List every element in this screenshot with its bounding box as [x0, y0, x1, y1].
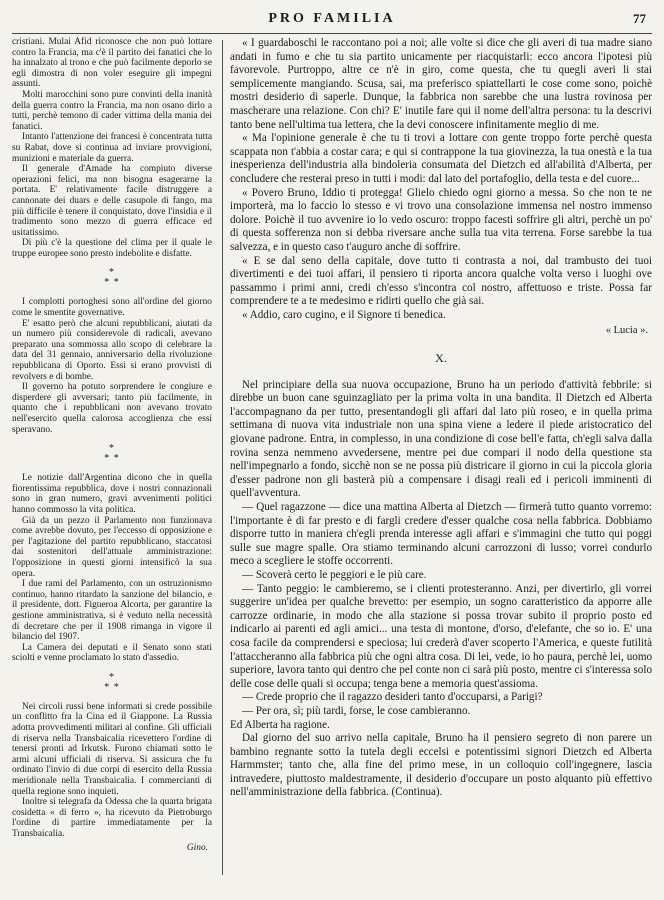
page-number: 77 — [633, 11, 646, 26]
paragraph: — Per ora, sì; più tardi, forse, le cose cambieranno. — [242, 704, 471, 717]
paragraph: Intanto l'attenzione dei francesi è concentrata tutta su Rabat, dove si continua ad inviare provvigioni, munizioni e materiale da guerra. — [12, 132, 212, 164]
paragraph: cristiani. Mulai Afid riconosce che non può lottare contro la Francia, ma c'è il partito dei fanatici che lo ha innalzato al trono e che può facilmente deporlo se egli dimostra di non voler eseguire gli impegni assunti. — [12, 37, 212, 90]
chapter-heading: X. — [435, 351, 447, 366]
letter-signature: « Lucia ». — [605, 325, 648, 337]
section-divider-asterism: * * * — [104, 671, 120, 693]
chapter-body — [230, 379, 652, 800]
paragraph: Ed Alberta ha ragione. — [230, 718, 330, 731]
paragraph: — Crede proprio che il ragazzo desideri tanto d'occuparsi, a Parigi? — [242, 691, 543, 704]
paragraph: Inoltre si telegrafa da Odessa che la quarta brigata cosidetta « di ferro », ha ricevuto da Pietroburgo l'ordine di partire immediatamente per la Transbaicalia. — [12, 797, 212, 839]
news-section-portugal — [12, 297, 212, 435]
paragraph: Dal giorno del suo arrivo nella capitale, Bruno ha il pensiero segreto di non parere un bambino regnante sotto la tutela degli eccelsi e potentissimi signori Dietzch ed Alberta Harmmster; tanto che, alla fine del primo mese, in un colloquio coll'ingegnere, lascia intravedere, piuttosto maldestramente, il desiderio d'occupare un posto alquanto più effettivo nell'amministrazione della fabbrica. (Continua). — [230, 732, 652, 799]
paragraph: Le notizie dall'Argentina dicono che in quella fiorentissima repubblica, dove i nostri connazionali sono in gran numero, gravi avvenimenti politici hanno commosso la vita politica. — [12, 473, 212, 515]
section-divider-asterism: * * * — [104, 443, 120, 465]
letter — [230, 37, 652, 322]
author-signature: Gino. — [186, 842, 208, 853]
paragraph: Di più c'è la questione del clima per il quale le truppe europee sono presto indebolite e disfatte. — [12, 238, 212, 259]
paragraph: « E se dal seno della capitale, dove tutto ti contrasta a noi, dal trambusto dei tuoi divertimenti e dei tuoi affari, il pensiero ti riporta ancora qualche volta verso i luoghi ove passammo i primi anni, credi ch'esso s'incontra col nostro, affettuoso e triste. Possa far comprendere te a te medesimo e ridirti quello che già sai. — [230, 254, 652, 308]
paragraph: — Tanto peggio: le cambieremo, se i clienti protesteranno. Anzi, per divertirlo, gli vorrei suggerire un'idea per qualche brevetto: per esempio, un sogno caratteristico da apporre alle carrozze ordinarie, in modo che alla stazione si possa trovar subito il proprio posto ed indicarlo ai parenti ed agli amici... una testa di montone, d'orso, d'elefante, che so io. E' una cosa facile da comprendersi e speciosa; lui crederà d'aver scoperto l'America, e queste futilità l'attaccheranno alla fabbrica più che ogni altra cosa. Di lei, vede, io ho paura, perchè lei, uomo superiore, lavora tanto qui dentro che pel conte non ci sarà più posto, mentre ci s'interessa solo delle cose delle quali si occupa; tenga bene a memoria quest'assioma. — [230, 582, 652, 690]
paragraph: Nei circoli russi bene informati si crede possibile un conflitto fra la Cina ed il Giappone. La Russia adotta provvedimenti militari al confine. Gli ufficiali di riserva nella Transbaicalia ricevettero l'ordine di tenersi pronti ad Irkutsk. Furono chiamati sotto le armi alcuni ufficiali di riserva. Si assicura che fu ordinato l'invio di due corpi di esercito della Russia meridionale nella Transbaicalia. I commercianti di quella regione sono inquieti. — [12, 701, 212, 797]
paragraph: « Povero Bruno, Iddio ti protegga! Glielo chiedo ogni giorno a messa. So che non te ne importerà, ma lo faccio lo stesso e vi trovo una consolazione immensa nel nostro immenso dolore. Poichè il tuo avvenire io lo vedo oscuro: troppo facesti soffrire gli altri, perchè un po' di questa sofferenza non si debba riversare anche sulla tua vita terrena. Forse sarebbe la tua salvezza, e in questo caso t'auguro anche di soffrire. — [230, 186, 652, 253]
paragraph: Molti marocchini sono pure convinti della inanità della guerra contro la Francia, ma non osano dirlo a tutti, perchè temono di cader vittima della mania dei fanatici. — [12, 89, 212, 132]
right-column — [230, 37, 652, 800]
paragraph: Il generale d'Amade ha compiuto diverse operazioni felici, ma non bisogna esagerarne la portata. E' relativamente facile distruggere a cannonate dei duars e delle casupole di fango, ma più difficile è tenere il conquistato, dove l'insidia e il tradimento sono mezzo di guerra efficace ed usitatissimo. — [12, 164, 212, 238]
page-header — [0, 0, 664, 30]
paragraph: I due rami del Parlamento, con un ostruzionismo continuo, hanno ritardato la sanzione del bilancio, e il presidente, dott. Figueroa Alcorta, per garantire la gestione amministrativa, si è veduto nella necessità di decretare che per il 1908 rimanga in vigore il bilancio del 1907. — [12, 579, 212, 643]
news-section-morocco — [12, 37, 212, 259]
header-rule — [12, 33, 652, 34]
paragraph: E' esatto però che alcuni repubblicani, aiutati da un numero più considerevole di radicali, avevano preparato una sommossa allo scopo di celebrare la data del 31 gennaio, anniversario della rivoluzione repubblicana di Oporto. Essi si erano provvisti di revolvers e di bombe. — [12, 318, 212, 382]
paragraph: Nel principiare della sua nuova occupazione, Bruno ha un periodo d'attività febbrile: si direbbe un buon cane sguinzagliato per la prima volta in una bandita. Il Dietzch ed Alberta l'accompagnano da per tutto, presentandogli gli affari dal lato più roseo, e in quella prima settimana di nuova vita industriale non una spina viene a ledere il piede aristocratico del giovane padrone. Entra, in complesso, in una condizione di cose bell'e fatta, ch'egli salva dalla rovina senza nemmeno avvedersene, mentre pei due compari il nodo della questione sta nell'impegnarlo a fondo, sicchè non se ne possa più districare il giorno in cui la piccola gloria d'esser padrone non gli basterà più a compensare i disagi reali ed i pericoli imminenti di quell'avventura. — [230, 378, 652, 500]
paragraph: Già da un pezzo il Parlamento non funzionava come avrebbe dovuto, per l'eccesso di opposizione e per l'agitazione del partito repubblicano, staccatosi dai sostenitori dell'attuale amministrazione: l'opposizione in questi giorni intensificò la sua opera. — [12, 515, 212, 579]
paragraph: « I guardaboschi le raccontano poi a noi; alle volte si dice che gli averi di tua madre siano andati in fumo e che tu sia partito unicamente per riacquistarli: ecco ancora l'ipotesi più favorevole. Purtroppo, altre ce n'è in giro, come questa, che tu quegli averi li stai semplicemente mangiando. Scusa, sai, ma preferisco spiattellarti le cose come sono, poichè mostri desiderio di saperle. Dunque, la fabbrica non sarebbe che una lustra rovinosa per mascherare una relazione. Con chi? E' inutile fare qui il nome dell'altra persona: tu la descrivi tanto bene nell'ultima tua lettera, che la devi conoscere infinitamente meglio di me. — [230, 37, 652, 131]
paragraph: I complotti portoghesi sono all'ordine del giorno come le smentite governative. — [12, 297, 212, 319]
left-column — [12, 37, 212, 853]
section-divider-asterism: * * * — [104, 267, 120, 289]
news-section-argentina — [12, 473, 212, 664]
paragraph: « Ma l'opinione generale è che tu ti trovi a lottare con gente troppo forte perchè questa scappata non t'abbia a costar cara; e qui si contrappone la tua giovinezza, la tua onestà e la tua inesperienza dell'industria alla bindoleria consumata del Dietzch ed all'abilità d'Alberta, per concludere che resterai preso in tutti i modi: dal lato del portafoglio, della testa e del cuore... — [230, 132, 652, 185]
paragraph: — Quel ragazzone — dice una mattina Alberta al Dietzch — firmerà tutto quanto vorremo: l'importante è di far presto e di fargli credere d'esser qualche cosa nella fabbrica. Dobbiamo disporre tutto in maniera ch'egli prenda interesse agli affari e s'immagini che tutto qui poggi sulle sue magre spalle. Ora stiamo terminando alcuni carrozzoni di lusso; vorrei condurlo meco a scegliere le stoffe occorrenti. — [230, 501, 652, 568]
journal-title: PRO FAMILIA — [268, 11, 396, 26]
paragraph: Il governo ha potuto sorprendere le congiure e disperdere gli avversari; tanto più facilmente, in quanto che i repubblicani non avevano trovato nell'esercito quella calorosa accoglienza che essi speravano. — [12, 382, 212, 435]
column-divider — [222, 40, 223, 875]
paragraph: La Camera dei deputati e il Senato sono stati sciolti e venne proclamato lo stato d'assedio. — [12, 642, 212, 664]
paragraph: — Scoverà certo le peggiori e le più care. — [242, 568, 427, 581]
news-section-russia — [12, 702, 212, 840]
paragraph: « Addio, caro cugino, e il Signore ti benedica. — [242, 308, 446, 321]
